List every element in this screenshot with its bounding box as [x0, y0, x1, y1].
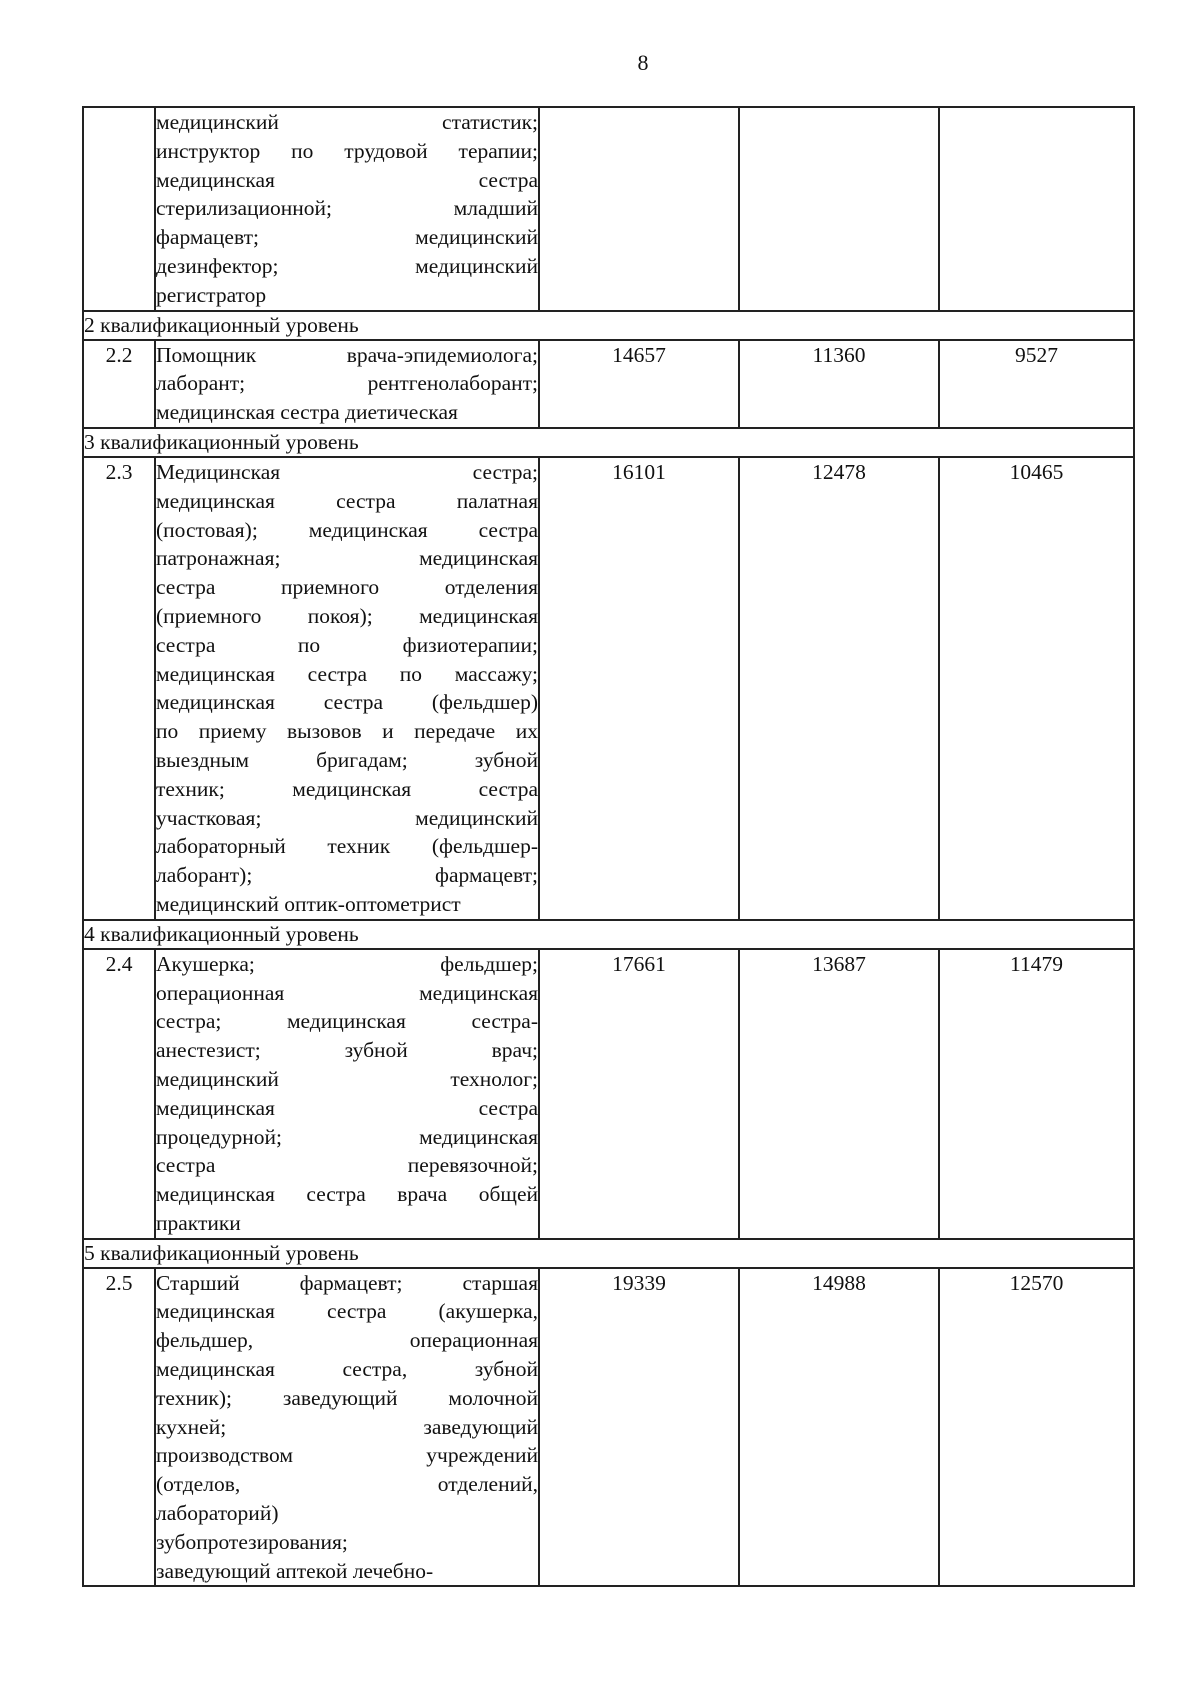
salary-value-2: 11360: [739, 340, 939, 428]
position-text-line: сестра приемного отделения: [156, 575, 538, 600]
position-list: [155, 949, 539, 1239]
position-text-line: участковая; медицинский: [156, 805, 538, 830]
position-text-line: медицинский технолог;: [156, 1066, 538, 1091]
position-text-line: патронажная; медицинская: [156, 546, 538, 571]
salary-value-1: [539, 107, 739, 311]
position-list: [155, 457, 539, 920]
position-text-line: кухней; заведующий: [156, 1414, 538, 1439]
position-text-line: сестра; медицинская сестра-: [156, 1009, 538, 1034]
salary-value-1: 19339: [539, 1268, 739, 1587]
table-row: [83, 949, 1134, 1239]
qualification-level-row: [83, 428, 1134, 457]
table-row: [83, 457, 1134, 920]
row-number: 2.5: [83, 1268, 155, 1587]
position-text-line: (отделов, отделений,: [156, 1472, 538, 1497]
position-text-line: (постовая); медицинская сестра: [156, 517, 538, 542]
position-text-line: медицинская сестра, зубной: [156, 1357, 538, 1382]
row-number: 2.3: [83, 457, 155, 920]
position-text-line: техник); заведующий молочной: [156, 1385, 538, 1410]
qualification-level-label: 2 квалификационный уровень: [83, 311, 1134, 340]
position-text-line: Акушерка; фельдшер;: [156, 951, 538, 976]
position-text-line: стерилизационной; младший: [156, 196, 538, 221]
qualification-level-label: 4 квалификационный уровень: [83, 920, 1134, 949]
position-list: [155, 340, 539, 428]
position-text-line: (приемного покоя); медицинская: [156, 603, 538, 628]
position-text-line: процедурной; медицинская: [156, 1124, 538, 1149]
position-text-line: лаборант; рентгенолаборант;: [156, 371, 538, 396]
position-text-line: анестезист; зубной врач;: [156, 1038, 538, 1063]
salary-table: [82, 106, 1135, 1587]
salary-value-2: 13687: [739, 949, 939, 1239]
position-text-line: Помощник врача-эпидемиолога;: [156, 342, 538, 367]
position-text-line: дезинфектор; медицинский: [156, 253, 538, 278]
salary-value-2: 14988: [739, 1268, 939, 1587]
qualification-level-label: 3 квалификационный уровень: [83, 428, 1134, 457]
position-text-line: медицинская сестра диетическая: [156, 400, 458, 425]
position-text-line: лаборант); фармацевт;: [156, 863, 538, 888]
position-text-line: Медицинская сестра;: [156, 459, 538, 484]
position-text-line: Старший фармацевт; старшая: [156, 1270, 538, 1295]
position-list: [155, 107, 539, 311]
position-text-line: сестра перевязочной;: [156, 1153, 538, 1178]
row-number: [83, 107, 155, 311]
salary-value-3: 11479: [939, 949, 1134, 1239]
position-text-line: фармацевт; медицинский: [156, 225, 538, 250]
position-text-line: медицинская сестра по массажу;: [156, 661, 538, 686]
position-text-line: инструктор по трудовой терапии;: [156, 138, 538, 163]
position-text-line: медицинская сестра: [156, 1095, 538, 1120]
position-text-line: по приему вызовов и передаче их: [156, 719, 538, 744]
salary-value-3: 10465: [939, 457, 1134, 920]
position-text-line: техник; медицинская сестра: [156, 776, 538, 801]
table-row: [83, 340, 1134, 428]
position-text-line: медицинский статистик;: [156, 110, 538, 134]
salary-value-2: [739, 107, 939, 311]
position-text-line: медицинская сестра (фельдшер): [156, 690, 538, 715]
qualification-level-row: [83, 920, 1134, 949]
salary-value-1: 14657: [539, 340, 739, 428]
salary-value-1: 17661: [539, 949, 739, 1239]
position-text-line: медицинский оптик-оптометрист: [156, 891, 461, 916]
qualification-level-row: [83, 311, 1134, 340]
qualification-level-row: [83, 1239, 1134, 1268]
position-list: [155, 1268, 539, 1587]
row-number: 2.4: [83, 949, 155, 1239]
qualification-level-label: 5 квалификационный уровень: [83, 1239, 1134, 1268]
position-text-line: медицинская сестра (акушерка,: [156, 1299, 538, 1324]
position-text-line: производством учреждений: [156, 1443, 538, 1468]
table-row: [83, 1268, 1134, 1587]
page-number: 8: [637, 50, 649, 75]
position-text-line: фельдшер, операционная: [156, 1328, 538, 1353]
position-text-line: сестра по физиотерапии;: [156, 632, 538, 657]
table-row: [83, 107, 1134, 311]
row-number: 2.2: [83, 340, 155, 428]
position-text-line: операционная медицинская: [156, 980, 538, 1005]
position-text-line: заведующий аптекой лечебно-: [156, 1558, 434, 1583]
salary-value-3: [939, 107, 1134, 311]
position-text-line: лабораторный техник (фельдшер-: [156, 834, 538, 859]
position-text-line: зубопротезирования;: [156, 1529, 348, 1554]
position-text-line: практики: [156, 1210, 241, 1235]
position-text-line: регистратор: [156, 282, 267, 307]
salary-value-1: 16101: [539, 457, 739, 920]
position-text-line: медицинская сестра: [156, 167, 538, 192]
position-text-line: выездным бригадам; зубной: [156, 747, 538, 772]
salary-value-2: 12478: [739, 457, 939, 920]
position-text-line: медицинская сестра палатная: [156, 488, 538, 513]
salary-value-3: 9527: [939, 340, 1134, 428]
position-text-line: лабораторий): [156, 1501, 279, 1526]
salary-value-3: 12570: [939, 1268, 1134, 1587]
table-body: [83, 107, 1134, 1586]
position-text-line: медицинская сестра врача общей: [156, 1182, 538, 1207]
